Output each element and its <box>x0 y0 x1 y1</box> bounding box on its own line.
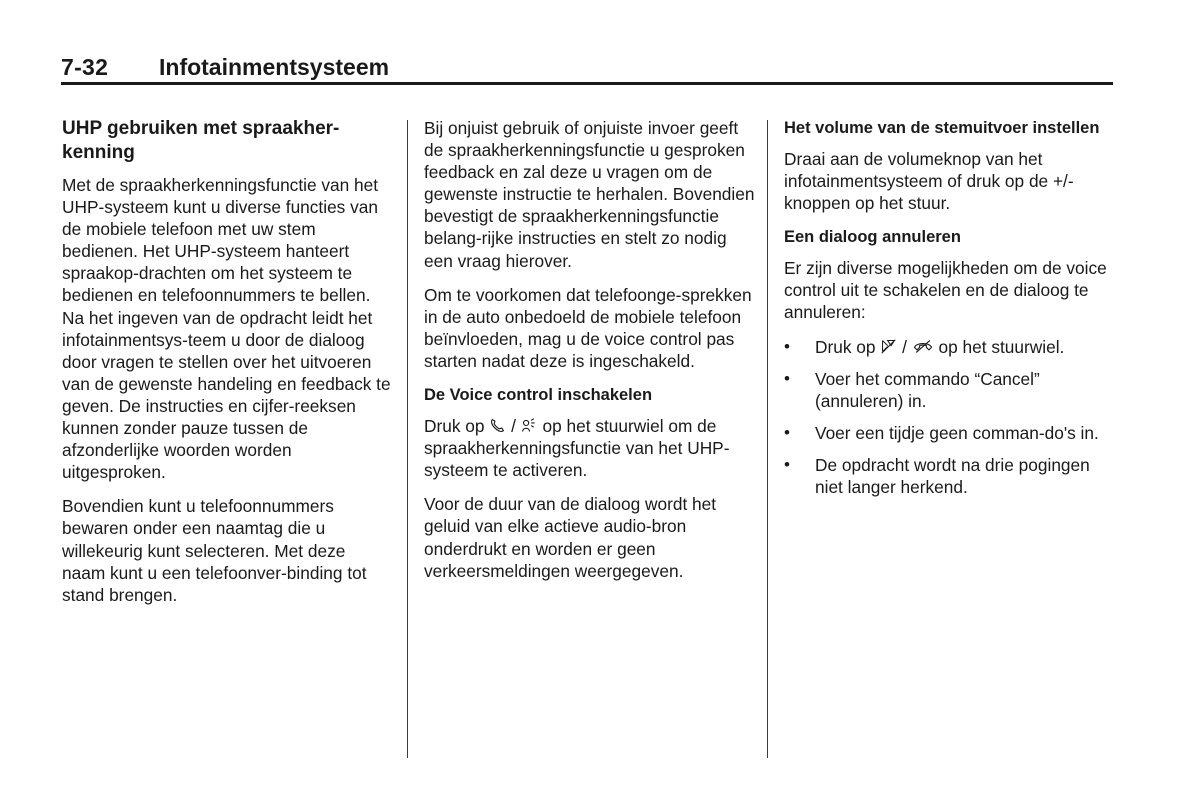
activate-text-before: Druk op <box>424 416 490 437</box>
bullet-1-text-before: Druk op <box>815 336 881 357</box>
hang-up-phone-icon <box>912 338 934 355</box>
heading-line-1: UHP gebruiken met spraakher- <box>62 118 340 139</box>
column-2 <box>424 117 759 594</box>
subheading-cancel-dialog: Een dialoog annuleren <box>784 228 961 247</box>
paragraph-audio-muted: Voor de duur van de dialoog wordt het geluid van elke actieve audio-bron onderdrukt en worden er geen verkeersmeldingen weergegeven. <box>424 494 717 581</box>
paragraph-activate-voice-control <box>424 415 759 481</box>
activate-text-separator: / <box>506 416 521 437</box>
list-item <box>784 368 1116 412</box>
subheading-set-voice-volume: Het volume van de stemuitvoer instellen <box>784 119 1100 137</box>
bullet-marker: • <box>784 368 790 388</box>
paragraph-name-tags: Bovendien kunt u telefoonnummers bewaren onder een naamtag die u willekeurig kunt selecteren. Met deze naam kunt u een telefoonver-binding tot stand brengen. <box>62 496 367 605</box>
column-divider-1 <box>407 120 408 758</box>
page-number: 7-32 <box>61 54 109 80</box>
list-item <box>784 454 1116 498</box>
bullet-marker: • <box>784 454 790 474</box>
activate-text-after: op het stuurwiel om de spraakherkenningsfunctie van het UHP-systeem te activeren. <box>424 416 730 481</box>
paragraph-volume-instructions: Draai aan de volumeknop van het infotainmentsysteem of druk op de +/- knoppen op het stuur. <box>784 149 1074 214</box>
list-item <box>784 422 1116 444</box>
column-divider-2 <box>767 120 768 758</box>
heading-line-2: kenning <box>62 142 135 163</box>
paragraph-speech-recognition-intro: Met de spraakherkenningsfunctie van het UHP-systeem kunt u diverse functies van de mobiele telefoon met uw stem bedienen. Het UHP-systeem hanteert spraakop-drachten om het systeem te bedienen en telefoonnummers te bellen. Na het ingeven van de opdracht leidt het infotainmentsys-teem u door de dialoog door vragen te stellen over het uitvoeren van de gewenste handeling en feedback te geven. De instructies en cijfer-reeksen kunnen zonder pauze tussen de afzonderlijke woorden worden uitgesproken. <box>62 175 391 483</box>
column-1 <box>62 117 392 618</box>
bullet-2-text: Voer het commando “Cancel” (annuleren) in. <box>815 368 1040 411</box>
bullet-1-text-after: op het stuurwiel. <box>933 336 1065 357</box>
bullet-3-text: Voer een tijdje geen comman-do's in. <box>815 422 1099 443</box>
list-item <box>784 336 1116 358</box>
column-3 <box>784 117 1116 508</box>
bullet-4-text: De opdracht wordt na drie pogingen niet langer herkend. <box>815 454 1090 498</box>
paragraph-incorrect-input: Bij onjuist gebruik of onjuiste invoer geeft de spraakherkenningsfunctie u gesproken feedback en zal deze u vragen om de gewenste instructie te herhalen. Bovendien bevestigt de spraakherkenningsfunctie belang-rijke instructies en stelt zo nodig een vraag hierover. <box>424 118 755 271</box>
paragraph-prevent-interference: Om te voorkomen dat telefoonge-sprekken in de auto onbedoeld de mobiele telefoon beïnvloeden, mag u de voice control pas starten nadat deze is ingeschakeld. <box>424 284 752 371</box>
bullet-marker: • <box>784 336 790 356</box>
cancel-options-list <box>784 336 1116 499</box>
header-rule <box>61 82 1113 85</box>
mute-voice-icon <box>880 338 897 355</box>
subheading-enable-voice-control: De Voice control inschakelen <box>424 386 653 405</box>
bullet-marker: • <box>784 422 790 442</box>
paragraph-cancel-options: Er zijn diverse mogelijkheden om de voice control uit te schakelen en de dialoog te annuleren: <box>784 258 1107 323</box>
phone-handset-icon <box>489 417 506 434</box>
voice-recognition-icon <box>521 417 538 434</box>
heading-uhp-speech-recognition <box>62 117 392 165</box>
section-title: Infotainmentsysteem <box>159 54 390 80</box>
page-header <box>61 50 1113 84</box>
bullet-1-text-separator: / <box>897 336 912 357</box>
